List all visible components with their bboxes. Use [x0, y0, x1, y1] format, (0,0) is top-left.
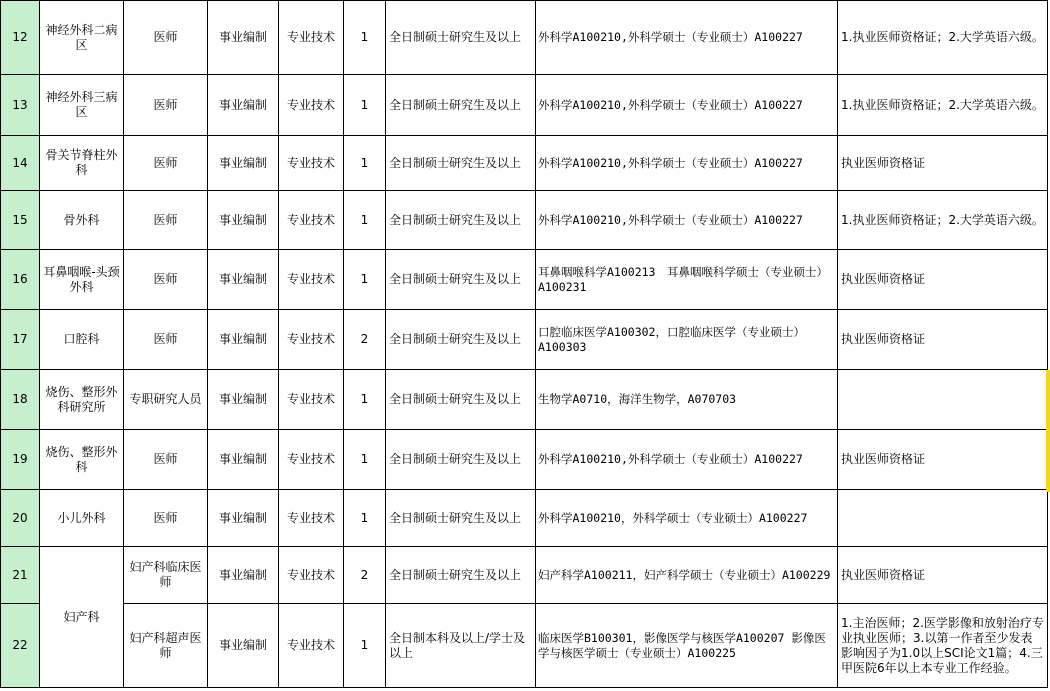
education-cell[interactable]: 全日制硕士研究生及以上 [386, 310, 536, 370]
category-cell[interactable]: 专业技术 [279, 604, 344, 688]
staffing-type-cell[interactable]: 事业编制 [208, 370, 279, 430]
staffing-type-cell[interactable]: 事业编制 [208, 250, 279, 310]
department-cell[interactable]: 口腔科 [40, 310, 124, 370]
row-number[interactable]: 17 [1, 310, 40, 370]
staffing-type-cell[interactable]: 事业编制 [208, 490, 279, 547]
category-cell[interactable]: 专业技术 [279, 547, 344, 604]
education-cell[interactable]: 全日制硕士研究生及以上 [386, 75, 536, 136]
table-row [1, 136, 1048, 191]
education-cell[interactable]: 全日制硕士研究生及以上 [386, 1, 536, 75]
major-cell[interactable]: 外科学A100210,外科学硕士（专业硕士）A100227 [536, 430, 838, 490]
major-cell[interactable]: 外科学A100210,外科学硕士（专业硕士）A100227 [536, 1, 838, 75]
headcount-cell[interactable]: 2 [344, 547, 386, 604]
post-cell[interactable]: 医师 [124, 250, 208, 310]
category-cell[interactable]: 专业技术 [279, 250, 344, 310]
category-cell[interactable]: 专业技术 [279, 490, 344, 547]
post-cell[interactable]: 医师 [124, 75, 208, 136]
table-row [1, 1, 1048, 75]
post-cell[interactable]: 医师 [124, 1, 208, 75]
row-number[interactable]: 19 [1, 430, 40, 490]
major-cell[interactable]: 生物学A0710，海洋生物学，A070703 [536, 370, 838, 430]
row-number[interactable]: 21 [1, 547, 40, 604]
requirement-cell[interactable] [838, 490, 1048, 547]
staffing-type-cell[interactable]: 事业编制 [208, 604, 279, 688]
staffing-type-cell[interactable]: 事业编制 [208, 191, 279, 250]
requirement-cell[interactable]: 执业医师资格证 [838, 136, 1048, 191]
post-cell[interactable]: 妇产科超声医师 [124, 604, 208, 688]
major-cell[interactable]: 外科学A100210,外科学硕士（专业硕士）A100227 [536, 136, 838, 191]
headcount-cell[interactable]: 1 [344, 490, 386, 547]
department-cell[interactable]: 神经外科二病区 [40, 1, 124, 75]
staffing-type-cell[interactable]: 事业编制 [208, 430, 279, 490]
category-cell[interactable]: 专业技术 [279, 75, 344, 136]
row-number[interactable]: 20 [1, 490, 40, 547]
row-number[interactable]: 15 [1, 191, 40, 250]
staffing-type-cell[interactable]: 事业编制 [208, 310, 279, 370]
requirement-cell[interactable]: 1.执业医师资格证；2.大学英语六级。 [838, 1, 1048, 75]
post-cell[interactable]: 妇产科临床医师 [124, 547, 208, 604]
headcount-cell[interactable]: 1 [344, 136, 386, 191]
requirement-cell[interactable]: 1.主治医师；2.医学影像和放射治疗专业执业医师；3.以第一作者至少发表影响因子为1.0以上SCI论文1篇；4.三甲医院6年以上本专业工作经验。 [838, 604, 1048, 688]
education-cell[interactable]: 全日制硕士研究生及以上 [386, 191, 536, 250]
post-cell[interactable]: 专职研究人员 [124, 370, 208, 430]
post-cell[interactable]: 医师 [124, 191, 208, 250]
post-cell[interactable]: 医师 [124, 490, 208, 547]
requirement-cell[interactable]: 执业医师资格证 [838, 250, 1048, 310]
table-row [1, 191, 1048, 250]
table-row [1, 370, 1048, 430]
education-cell[interactable]: 全日制硕士研究生及以上 [386, 136, 536, 191]
major-cell[interactable]: 外科学A100210，外科学硕士（专业硕士）A100227 [536, 490, 838, 547]
department-cell[interactable]: 小儿外科 [40, 490, 124, 547]
table-row [1, 250, 1048, 310]
table-row [1, 490, 1048, 547]
category-cell[interactable]: 专业技术 [279, 136, 344, 191]
category-cell[interactable]: 专业技术 [279, 370, 344, 430]
requirement-cell[interactable]: 1.执业医师资格证；2.大学英语六级。 [838, 191, 1048, 250]
staffing-type-cell[interactable]: 事业编制 [208, 1, 279, 75]
category-cell[interactable]: 专业技术 [279, 191, 344, 250]
department-cell[interactable]: 骨外科 [40, 191, 124, 250]
requirement-cell[interactable]: 1.执业医师资格证；2.大学英语六级。 [838, 75, 1048, 136]
education-cell[interactable]: 全日制硕士研究生及以上 [386, 250, 536, 310]
row-number[interactable]: 16 [1, 250, 40, 310]
headcount-cell[interactable]: 2 [344, 310, 386, 370]
major-cell[interactable]: 耳鼻咽喉科学A100213 耳鼻咽喉科学硕士（专业硕士）A100231 [536, 250, 838, 310]
headcount-cell[interactable]: 1 [344, 430, 386, 490]
staffing-type-cell[interactable]: 事业编制 [208, 136, 279, 191]
row-number[interactable]: 12 [1, 1, 40, 75]
category-cell[interactable]: 专业技术 [279, 1, 344, 75]
department-cell[interactable]: 烧伤、整形外科研究所 [40, 370, 124, 430]
cell-selection-edge [1046, 370, 1050, 492]
table-row [1, 547, 1048, 604]
row-number[interactable]: 14 [1, 136, 40, 191]
table-row [1, 310, 1048, 370]
education-cell[interactable]: 全日制本科及以上/学士及以上 [386, 604, 536, 688]
headcount-cell[interactable]: 1 [344, 191, 386, 250]
department-cell[interactable]: 妇产科 [40, 547, 124, 688]
table-row [1, 430, 1048, 490]
row-number[interactable]: 13 [1, 75, 40, 136]
headcount-cell[interactable]: 1 [344, 75, 386, 136]
category-cell[interactable]: 专业技术 [279, 430, 344, 490]
education-cell[interactable]: 全日制硕士研究生及以上 [386, 430, 536, 490]
major-cell[interactable]: 外科学A100210,外科学硕士（专业硕士）A100227 [536, 191, 838, 250]
education-cell[interactable]: 全日制硕士研究生及以上 [386, 490, 536, 547]
department-cell[interactable]: 神经外科三病区 [40, 75, 124, 136]
major-cell[interactable]: 临床医学B100301，影像医学与核医学A100207 影像医学与核医学硕士（专业硕士）A100225 [536, 604, 838, 688]
headcount-cell[interactable]: 1 [344, 250, 386, 310]
department-cell[interactable]: 耳鼻咽喉-头颈外科 [40, 250, 124, 310]
education-cell[interactable]: 全日制硕士研究生及以上 [386, 547, 536, 604]
category-cell[interactable]: 专业技术 [279, 310, 344, 370]
department-cell[interactable]: 骨关节脊柱外科 [40, 136, 124, 191]
staffing-type-cell[interactable]: 事业编制 [208, 547, 279, 604]
education-cell[interactable]: 全日制硕士研究生及以上 [386, 370, 536, 430]
staffing-type-cell[interactable]: 事业编制 [208, 75, 279, 136]
major-cell[interactable]: 妇产科学A100211，妇产科学硕士（专业硕士）A100229 [536, 547, 838, 604]
requirement-cell[interactable]: 执业医师资格证 [838, 310, 1048, 370]
row-number[interactable]: 18 [1, 370, 40, 430]
post-cell[interactable]: 医师 [124, 430, 208, 490]
requirement-cell[interactable]: 执业医师资格证 [838, 430, 1048, 490]
requirement-cell[interactable] [838, 370, 1048, 430]
post-cell[interactable]: 医师 [124, 136, 208, 191]
table-row [1, 75, 1048, 136]
headcount-cell[interactable]: 1 [344, 604, 386, 688]
row-number[interactable]: 22 [1, 604, 40, 688]
major-cell[interactable]: 口腔临床医学A100302，口腔临床医学（专业硕士）A100303 [536, 310, 838, 370]
department-cell[interactable]: 烧伤、整形外科 [40, 430, 124, 490]
post-cell[interactable]: 医师 [124, 310, 208, 370]
headcount-cell[interactable]: 1 [344, 1, 386, 75]
table-row [1, 604, 1048, 688]
headcount-cell[interactable]: 1 [344, 370, 386, 430]
requirement-cell[interactable]: 执业医师资格证 [838, 547, 1048, 604]
major-cell[interactable]: 外科学A100210,外科学硕士（专业硕士）A100227 [536, 75, 838, 136]
